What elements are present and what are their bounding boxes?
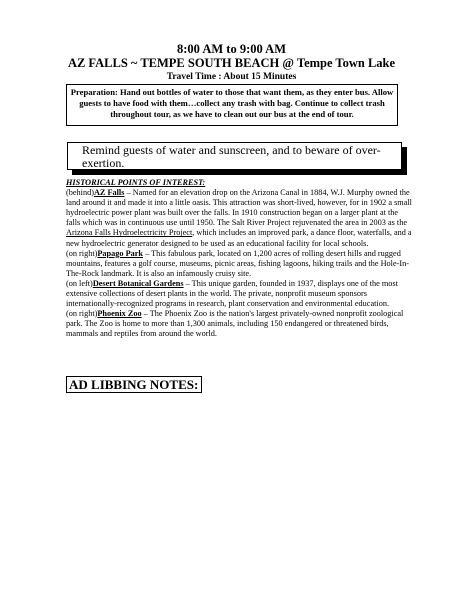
reminder-text: Remind guests of water and sunscreen, and to beware of over-exertion.: [82, 143, 381, 170]
poi-phoenix-zoo: [66, 309, 414, 339]
poi-name: Papago Park: [97, 248, 143, 258]
poi-text: – Named for an elevation drop on the Arizona Canal in 1884, W.J. Murphy owned the land around it and made it into a little oasis. This attraction was short-lived, however, for in 1902 a small hydroelectric power plant was built over the falls. In 1910 construction began on a larger plant at the falls which was in continuous use until 1950. The Salt River Project rejuvenated the area in 2003 as the: [66, 188, 412, 228]
time-range: 8:00 AM to 9:00 AM: [176, 42, 286, 56]
historical-heading: HISTORICAL POINTS OF INTEREST:: [66, 178, 206, 187]
poi-prefix: (on right): [66, 248, 98, 258]
historical-section: [66, 178, 414, 340]
poi-name: AZ Falls: [93, 188, 125, 198]
poi-name: Desert Botanical Gardens: [92, 278, 184, 288]
poi-text: – This unique garden, founded in 1937, displays one of the most extensive collections of desert plants in the world. The private, nonprofit museum sponsors internationally-recognized programs in research, plant conservation and environmental education.: [66, 278, 398, 309]
ad-libbing-heading: AD LIBBING NOTES:: [66, 376, 202, 393]
poi-desert-botanical-gardens: [66, 279, 414, 309]
poi-text: – This fabulous park, located on 1,200 acres of rolling desert hills and rugged mountains, features a golf course, museums, picnic areas, fishing lagoons, hiking trails and the Hole-In-The-Rock landmark. It is also an infamously cruisy site.: [66, 248, 409, 278]
poi-name: Phoenix Zoo: [97, 309, 142, 319]
poi-text: – The Phoenix Zoo is the nation's largest privately-owned nonprofit zoological park. The Zoo is home to more than 1,300 animals, including 150 endangered or threatened birds, mammals and reptiles from around the world.: [66, 309, 404, 339]
preparation-box: [66, 84, 398, 126]
poi-az-falls: [66, 188, 414, 249]
page-title: AZ FALLS ~ TEMPE SOUTH BEACH @ Tempe Town Lake: [67, 56, 396, 70]
poi-prefix: (behind): [66, 188, 94, 198]
arizona-falls-project-link[interactable]: Arizona Falls Hydroelectricity Project: [66, 228, 193, 238]
preparation-text: Preparation: Hand out bottles of water to those that want them, as they enter bus. Allow guests to have food with them…collect any trash with bag. Continue to collect trash throughout tour, as we have to clean out our bus at the end of tour.: [70, 87, 394, 119]
reminder-box: [67, 142, 402, 170]
poi-papago-park: [66, 249, 414, 279]
poi-prefix: (on right): [66, 309, 98, 319]
poi-text-continued: , which includes an improved park, a dance floor, waterfalls, and a new hydroelectric generator designed to be used as an educational facility for local schools.: [66, 228, 412, 248]
poi-prefix: (on left): [66, 278, 93, 288]
travel-time: Travel Time : About 15 Minutes: [166, 72, 297, 82]
